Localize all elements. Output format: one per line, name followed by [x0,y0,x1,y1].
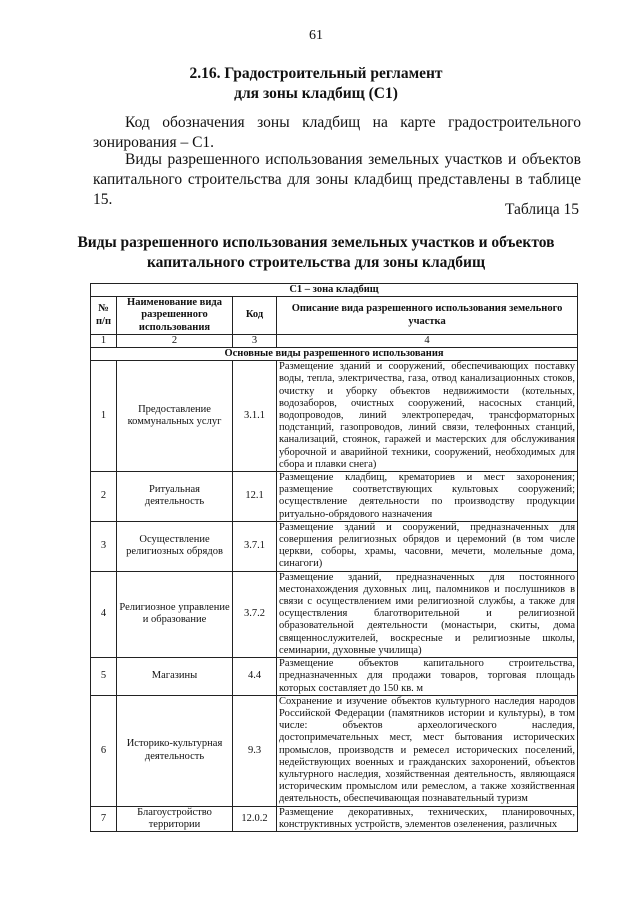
col-number: 1 [91,334,117,347]
row-code: 12.1 [233,472,277,522]
zone-header: С1 – зона кладбищ [91,284,578,297]
row-number: 6 [91,695,117,806]
col-number: 3 [233,334,277,347]
row-description: Размещение объектов капитального строительства, предназначенных для продажи товаров, торговая площадь которых составляет до 150 кв. м [277,658,578,696]
row-number: 5 [91,658,117,696]
row-name: Магазины [117,658,233,696]
table-row [91,361,578,472]
table-row [91,695,578,806]
row-number: 1 [91,361,117,472]
land-use-table [90,283,578,832]
table-row [91,472,578,522]
paragraph-text: Код обозначения зоны кладбищ на карте градостроительного зонирования – С1. [93,114,581,151]
table-title [0,233,632,273]
group-header: Основные виды разрешенного использования [91,348,578,361]
table-row [91,658,578,696]
table-row [91,571,578,657]
row-description: Размещение зданий, предназначенных для постоянного местонахождения духовных лиц, паломников и послушников в связи с осуществлением ими религиозной службы, а также для осуществления благотворительной и религиозной образовательной деятельности (монастыри, скиты, дома священнослужителей, воскресные и религиозные школы, семинарии, духовные училища) [277,571,578,657]
group-header-row [91,348,578,361]
table-title-line2: капитального строительства для зоны кладбищ [146,254,486,271]
section-title-line1: 2.16. Градостроительный регламент [189,65,443,82]
row-code: 3.1.1 [233,361,277,472]
paragraph-zone-code [93,113,581,153]
row-description: Размещение кладбищ, крематориев и мест захоронения; размещение соответствующих культовых сооружений; осуществление деятельности по производству продукции ритуально-обрядового назначения [277,472,578,522]
page-number: 61 [309,28,323,43]
column-header-row [91,297,578,335]
row-code: 3.7.1 [233,521,277,571]
row-name: Предоставление коммунальных услуг [117,361,233,472]
row-name: Благоустройство территории [117,806,233,831]
row-name: Историко-культурная деятельность [117,695,233,806]
row-code: 3.7.2 [233,571,277,657]
col-header-name: Наименование вида разрешенного использования [117,297,233,335]
row-number: 7 [91,806,117,831]
paragraph-text: Виды разрешенного использования земельных участков и объектов капитального строительства для зоны кладбищ представлены в таблице 15. [93,151,581,208]
col-header-code: Код [233,297,277,335]
col-number: 2 [117,334,233,347]
row-code: 4.4 [233,658,277,696]
row-description: Размещение декоративных, технических, планировочных, конструктивных устройств, элементов озеленения, различных [277,806,578,831]
row-description: Сохранение и изучение объектов культурного наследия народов Российской Федерации (памятников истории и культуры), в том числе: объектов археологического наследия, достопримечательных мест, мест бытования исторических промыслов, производств и ремесел исторических поселений, недействующих военных и гражданских захоронений, объектов культурного наследия, хозяйственная деятельность, являющаяся историческим промыслом или ремеслом, а также хозяйственная деятельность, обеспечивающая познавательный туризм [277,695,578,806]
table-row [91,521,578,571]
column-number-row [91,334,578,347]
col-number: 4 [277,334,578,347]
row-code: 12.0.2 [233,806,277,831]
table-reference: Таблица 15 [504,201,579,218]
section-title [0,64,632,104]
section-title-line2: для зоны кладбищ (С1) [234,85,398,102]
row-number: 3 [91,521,117,571]
zone-header-row [91,284,578,297]
row-name: Религиозное управление и образование [117,571,233,657]
table-row [91,806,578,831]
row-name: Ритуальная деятельность [117,472,233,522]
table-title-line1: Виды разрешенного использования земельных участков и объектов [77,234,555,251]
col-header-description: Описание вида разрешенного использования земельного участка [277,297,578,335]
col-header-num: № п/п [91,297,117,335]
row-number: 2 [91,472,117,522]
row-description: Размещение зданий и сооружений, предназначенных для совершения религиозных обрядов и церемоний (в том числе церкви, соборы, храмы, часовни, мечети, молельные дома, синагоги) [277,521,578,571]
row-code: 9.3 [233,695,277,806]
row-description: Размещение зданий и сооружений, обеспечивающих поставку воды, тепла, электричества, газа, отвод канализационных стоков, очистку и уборку объектов недвижимости (котельных, водозаборов, очистных сооружений, насосных станций, водопроводов, линий электропередач, трансформаторных подстанций, газопроводов, линий связи, телефонных станций, канализаций, стоянок, гаражей и мастерских для обслуживания уборочной и аварийной техники, сооружений, необходимых для сбора и плавки снега) [277,361,578,472]
row-number: 4 [91,571,117,657]
row-name: Осуществление религиозных обрядов [117,521,233,571]
